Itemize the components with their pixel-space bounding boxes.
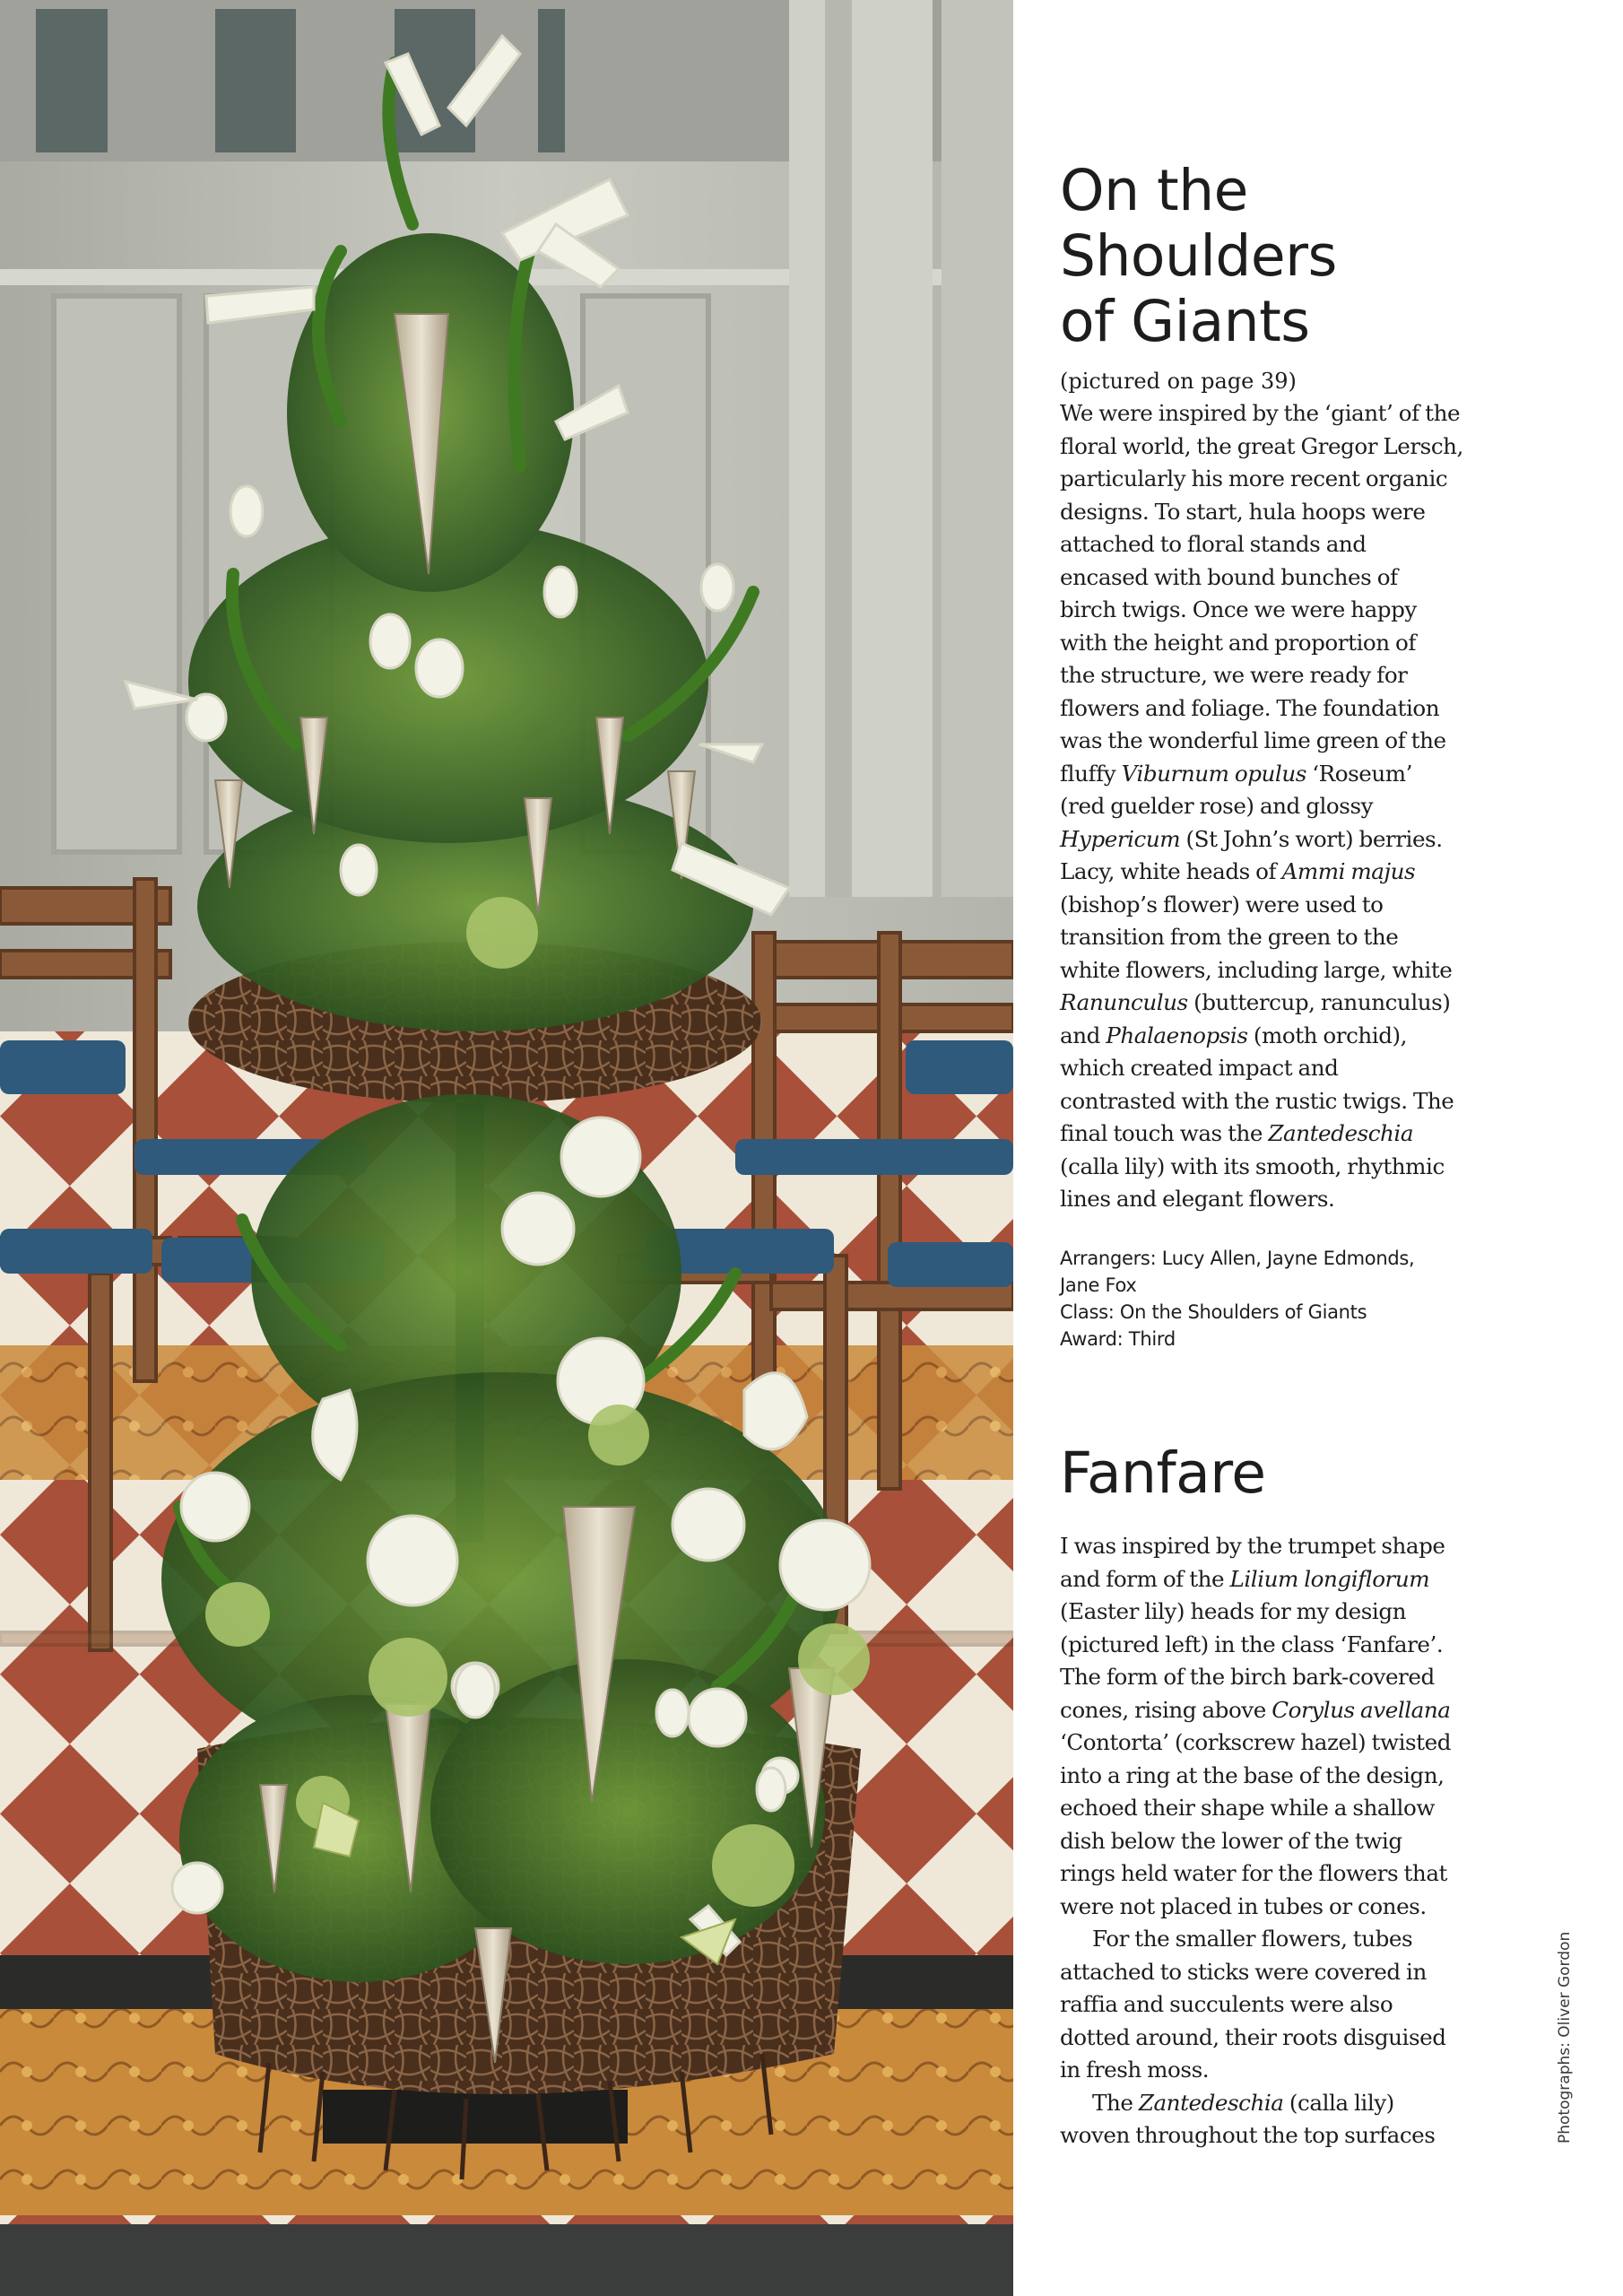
body-line: woven throughout the top surfaces [1060,2122,1436,2148]
body-line: floral world, the great Gregor Lersch, [1060,432,1463,459]
article-body [1060,397,1499,1216]
body-line: birch twigs. Once we were happy [1060,596,1417,622]
body-line: lines and elegant flowers. [1060,1186,1335,1212]
body-line: were not placed in tubes or cones. [1060,1892,1427,1919]
body-line: which created impact and [1060,1055,1339,1081]
credit-line: Arrangers: Lucy Allen, Jayne Edmonds, [1060,1247,1415,1269]
body-line: transition from the green to the [1060,924,1399,950]
body-line: in fresh moss. [1060,2057,1210,2083]
body-line: echoed their shape while a shallow [1060,1795,1435,1821]
body-line: rings held water for the flowers that [1060,1860,1447,1886]
body-line: Hypericum (St John’s wort) berries. [1060,825,1443,852]
body-line: fluffy Viburnum opulus ‘Roseum’ [1060,760,1412,787]
arranger-credits [1060,1245,1499,1352]
body-line: encased with bound bunches of [1060,563,1398,590]
body-line: (calla lily) with its smooth, rhythmic [1060,1152,1445,1179]
title-line: of Giants [1060,289,1310,354]
body-line: and form of the Lilium longiflorum [1060,1565,1430,1592]
body-line: ‘Contorta’ (corkscrew hazel) twisted [1060,1729,1452,1755]
body-line: designs. To start, hula hoops were [1060,498,1426,525]
body-line: (bishop’s flower) were used to [1060,891,1384,918]
body-line: into a ring at the base of the design, [1060,1761,1445,1788]
title-line: On the [1060,158,1248,223]
body-line: We were inspired by the ‘giant’ of the [1060,400,1461,426]
credit-line: Award: Third [1060,1327,1176,1350]
body-line: white flowers, including large, white [1060,956,1453,983]
body-line: final touch was the Zantedeschia [1060,1120,1414,1146]
pictured-note: (pictured on page 39) [1060,369,1297,394]
body-line: dish below the lower of the twig [1060,1827,1402,1854]
body-line: raffia and succulents were also [1060,1991,1393,2017]
body-line: The form of the birch bark-covered [1060,1664,1435,1690]
body-line: For the smaller flowers, tubes [1092,1926,1413,1952]
body-line: particularly his more recent organic [1060,465,1448,491]
body-line: I was inspired by the trumpet shape [1060,1533,1445,1559]
title-line: Shoulders [1060,223,1337,289]
body-line: The Zantedeschia (calla lily) [1092,2089,1394,2116]
body-line: attached to sticks were covered in [1060,1958,1427,1985]
article-title [1060,158,1499,354]
body-line: was the wonderful lime green of the [1060,727,1446,753]
body-line: cones, rising above Corylus avellana [1060,1696,1451,1723]
fanfare-body [1060,1530,1499,2152]
credit-line: Jane Fox [1060,1274,1137,1296]
fanfare-title: Fanfare [1060,1440,1266,1506]
credit-line: Class: On the Shoulders of Giants [1060,1300,1367,1323]
body-line: attached to floral stands and [1060,531,1367,557]
body-line: contrasted with the rustic twigs. The [1060,1087,1454,1114]
photo-credit: Photographs: Oliver Gordon [1556,1931,1574,2144]
body-line: (red guelder rose) and glossy [1060,793,1374,819]
body-line: (Easter lily) heads for my design [1060,1598,1407,1624]
body-line: flowers and foliage. The foundation [1060,694,1440,721]
article-on-the-shoulders-of-giants [1060,158,1499,1352]
body-line: dotted around, their roots disguised [1060,2023,1446,2050]
body-line: with the height and proportion of [1060,629,1417,656]
body-line: (pictured left) in the class ‘Fanfare’. [1060,1631,1444,1657]
body-line: the structure, we were ready for [1060,662,1408,688]
body-line: and Phalaenopsis (moth orchid), [1060,1022,1408,1048]
body-line: Lacy, white heads of Ammi majus [1060,858,1416,884]
body-line: Ranunculus (buttercup, ranunculus) [1060,989,1451,1015]
